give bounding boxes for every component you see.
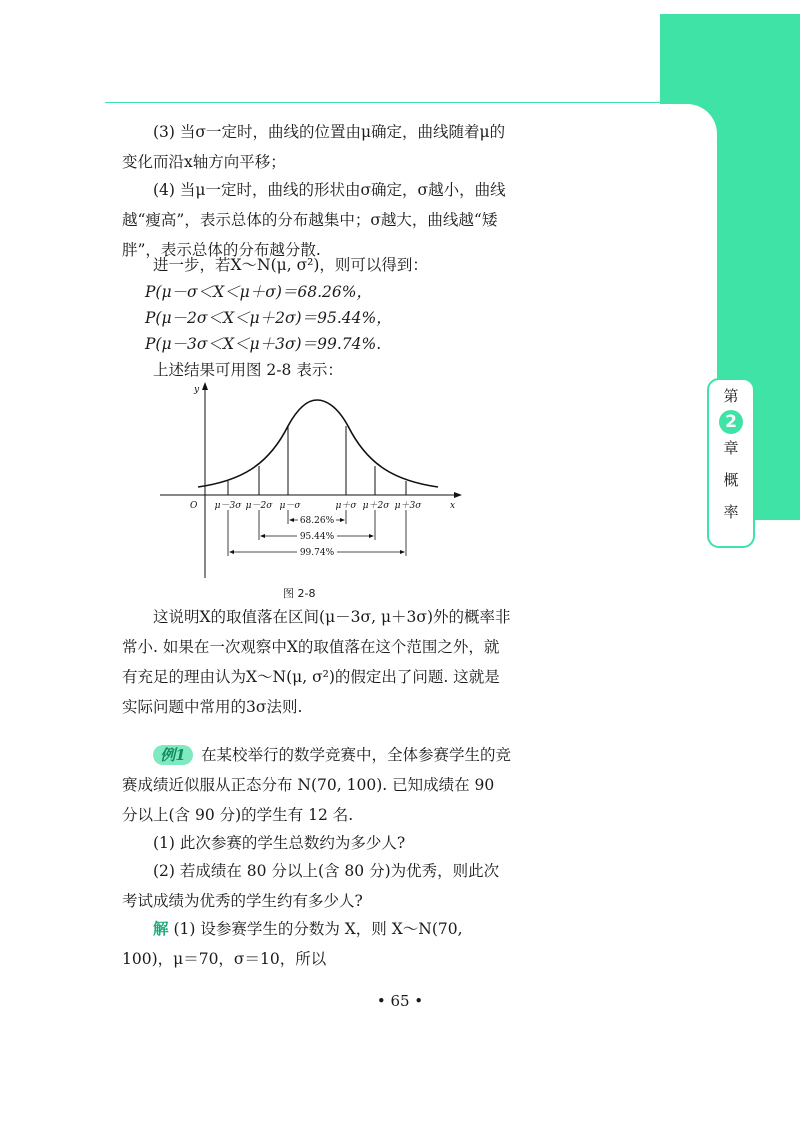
explanation-paragraph: 这说明X的取值落在区间(μ－3σ, μ＋3σ)外的概率非常小. 如果在一次观察中X的取值落在这个范围之外，就有充足的理由认为X～N(μ, σ²)的假定出了问题. 这就是实际问题中常用的3σ法则. (122, 608, 511, 716)
solution-text: (1) 设参赛学生的分数为 X，则 X～N(70, 100)，μ＝70，σ＝10，所以 (122, 920, 463, 968)
property-3: (3) 当σ一定时，曲线的位置由μ确定，曲线随着μ的变化而沿x轴方向平移； (122, 123, 506, 171)
y-axis-arrow (202, 382, 208, 390)
property-4: (4) 当μ一定时，曲线的形状由σ确定，σ越小，曲线越“瘦高”，表示总体的分布越集中；σ越大，曲线越“矮胖”，表示总体的分布越分散. (122, 181, 506, 259)
figure-intro: 上述结果可用图 2-8 表示： (153, 361, 343, 379)
example-question-1: (1) 此次参赛的学生总数约为多少人? (153, 834, 406, 852)
band-label-68: 68.26% (299, 516, 335, 526)
solution-block (122, 914, 512, 974)
tick-label-plus-3: μ＋3σ (394, 501, 422, 511)
chapter-label-bottom: 章 (723, 439, 739, 457)
x-axis-arrow (454, 492, 462, 498)
x-axis-label: x (450, 501, 456, 511)
example-question-2: (2) 若成绩在 80 分以上(含 80 分)为优秀，则此次考试成绩为优秀的学生约有多少人? (122, 862, 500, 910)
y-axis-label: y (194, 385, 200, 395)
solution-label: 解 (153, 919, 169, 938)
chapter-title-1: 概 (723, 471, 739, 489)
formula-2: P(μ－2σ＜X＜μ＋2σ)＝95.44%， (145, 309, 392, 327)
header-rule (105, 102, 660, 103)
bell-curve (198, 400, 438, 487)
tick-label-minus-1: μ－σ (279, 501, 301, 511)
tick-label-minus-2: μ－2σ (245, 501, 273, 511)
band-label-99: 99.74% (299, 548, 335, 558)
intro-line: 进一步，若X～N(μ, σ²)，则可以得到： (153, 256, 428, 274)
normal-distribution-figure (150, 378, 470, 584)
chapter-tab (707, 378, 755, 548)
band-label-95: 95.44% (299, 532, 335, 542)
chapter-title-2: 率 (723, 503, 739, 521)
formula-1: P(μ－σ＜X＜μ＋σ)＝68.26%， (145, 283, 372, 301)
chapter-number: 2 (719, 410, 743, 434)
tick-label-plus-2: μ＋2σ (362, 501, 390, 511)
example-statement: 在某校举行的数学竞赛中，全体参赛学生的竞赛成绩近似服从正态分布 N(70, 100). 已知成绩在 90 分以上(含 90 分)的学生有 12 名. (122, 746, 512, 824)
example-statement-block (122, 740, 512, 830)
figure-caption: 图 2-8 (283, 587, 316, 600)
example-badge: 例1 (153, 745, 193, 765)
page-number: • 65 • (376, 992, 424, 1010)
chapter-label-top: 第 (723, 387, 739, 405)
formula-3: P(μ－3σ＜X＜μ＋3σ)＝99.74%. (145, 335, 382, 353)
tick-label-plus-1: μ＋σ (335, 501, 357, 511)
tick-label-minus-3: μ－3σ (214, 501, 242, 511)
origin-label: O (190, 501, 198, 511)
